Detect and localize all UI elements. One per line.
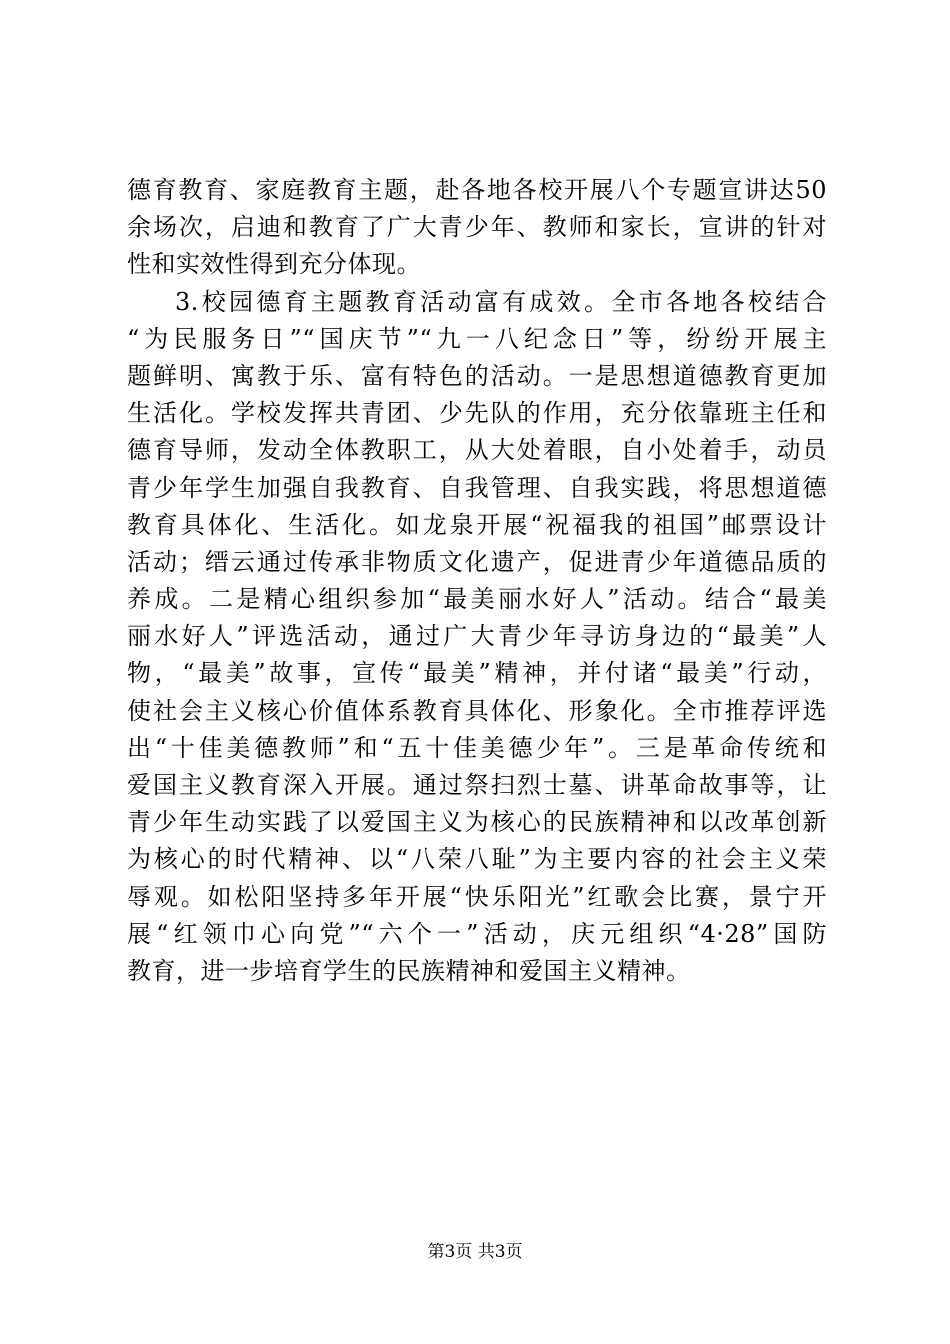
- text-line: 辱观。如松阳坚持多年开展“快乐阳光”红歌会比赛，景宁开: [127, 882, 827, 911]
- page-footer: [0, 1240, 950, 1264]
- text-line: 物，“最美”故事，宣传“最美”精神，并付诸“最美”行动，: [127, 659, 827, 688]
- text-line: 余场次，启迪和教育了广大青少年、教师和家长，宣讲的针对: [127, 213, 827, 242]
- text-line: “为民服务日”“国庆节”“九一八纪念日”等，纷纷开展主: [127, 324, 827, 353]
- page-number-label: 第3页 共3页: [427, 1242, 523, 1262]
- text-line: 题鲜明、寓教于乐、富有特色的活动。一是思想道德教育更加: [127, 361, 827, 390]
- text-line: 德育教育、家庭教育主题，赴各地各校开展八个专题宣讲达50: [127, 176, 827, 204]
- text-line: 出“十佳美德教师”和“五十佳美德少年”。三是革命传统和: [127, 733, 827, 762]
- text-line: 爱国主义教育深入开展。通过祭扫烈士墓、讲革命故事等，让: [127, 771, 827, 799]
- text-line: 使社会主义核心价值体系教育具体化、形象化。全市推荐评选: [127, 696, 827, 725]
- text-line: 生活化。学校发挥共青团、少先队的作用，充分依靠班主任和: [127, 399, 827, 428]
- text-line: 活动；缙云通过传承非物质文化遗产，促进青少年道德品质的: [127, 547, 827, 576]
- text-line: 性和实效性得到充分体现。: [127, 250, 421, 279]
- text-line: 青少年生动实践了以爱国主义为核心的民族精神和以改革创新: [127, 808, 827, 837]
- body-text: [127, 172, 827, 990]
- text-line: 养成。二是精心组织参加“最美丽水好人”活动。结合“最美: [127, 585, 827, 614]
- text-line: 教育具体化、生活化。如龙泉开展“祝福我的祖国”邮票设计: [127, 510, 827, 539]
- text-line: 展“红领巾心向党”“六个一”活动，庆元组织“4·28”国防: [127, 919, 827, 948]
- text-line: 丽水好人”评选活动，通过广大青少年寻访身边的“最美”人: [127, 622, 827, 651]
- text-line: 为核心的时代精神、以“八荣八耻”为主要内容的社会主义荣: [127, 845, 827, 874]
- text-line: 教育，进一步培育学生的民族精神和爱国主义精神。: [127, 956, 691, 985]
- text-line: 青少年学生加强自我教育、自我管理、自我实践，将思想道德: [127, 473, 827, 502]
- text-line: 德育导师，发动全体教职工，从大处着眼，自小处着手，动员: [127, 436, 827, 465]
- text-line: 3.校园德育主题教育活动富有成效。全市各地各校结合: [175, 287, 827, 316]
